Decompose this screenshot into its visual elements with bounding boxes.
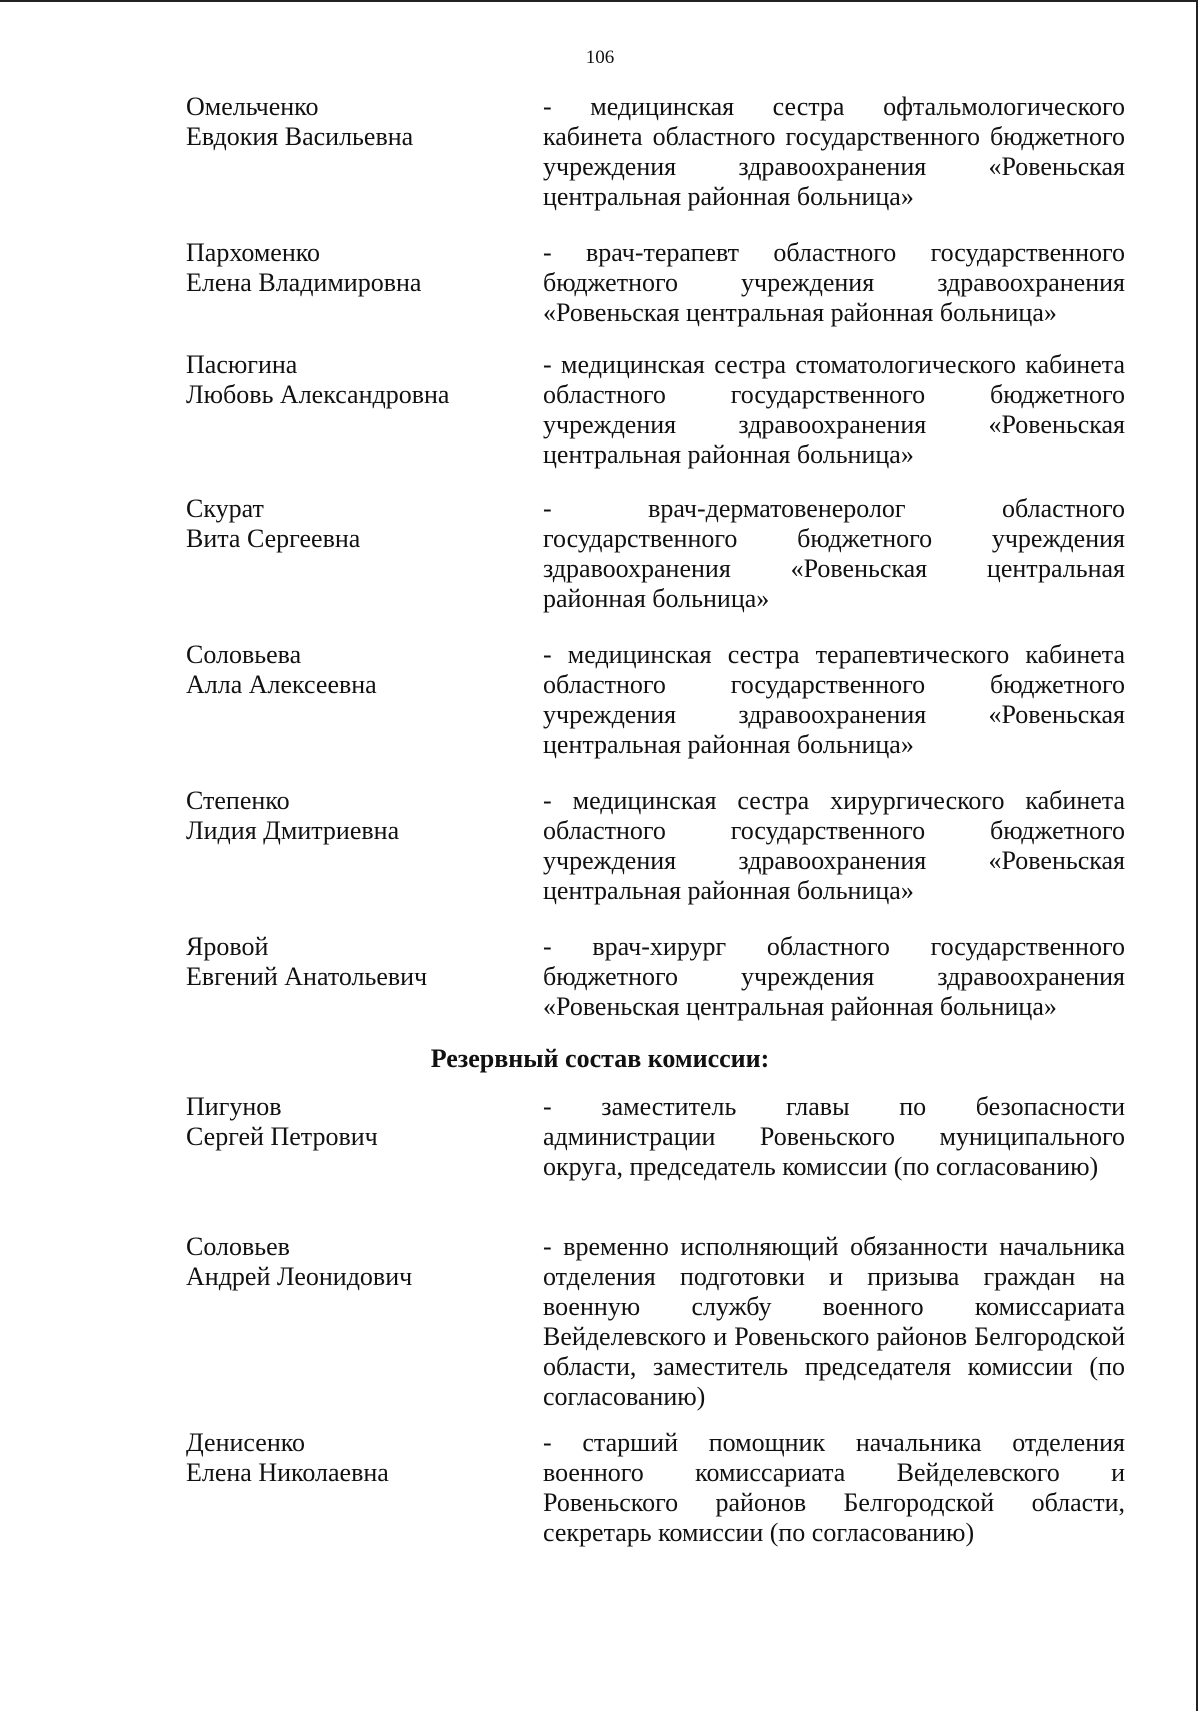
reserve-section-title: Резервный состав комиссии: [430,1044,770,1073]
member-surname: Омельченко [186,92,319,121]
member-name [186,640,516,700]
member-role: - врач-хирург областного государственного бюджетного учреждения здравоохранения «Ровеньская центральная районная больница» [543,932,1125,1021]
member-given-names: Евдокия Васильевна [186,122,414,151]
member-role: - старший помощник начальника отделения военного комиссариата Вейделевского и Ровеньского районов Белгородской области, секретарь комиссии (по согласованию) [543,1428,1125,1547]
member-name [186,350,516,410]
member-given-names: Андрей Леонидович [186,1262,413,1291]
member-surname: Денисенко [186,1428,306,1457]
member-given-names: Сергей Петрович [186,1122,378,1151]
member-role: - временно исполняющий обязанности начальника отделения подготовки и призыва граждан на военную службу военного комиссариата Вейделевского и Ровеньского районов Белгородской области, заместитель председателя комиссии (по согласованию) [543,1232,1125,1411]
member-name [186,1428,516,1488]
member-name [186,932,516,992]
member-given-names: Любовь Александровна [186,380,450,409]
member-given-names: Елена Владимировна [186,268,422,297]
member-surname: Яровой [186,932,269,961]
member-surname: Пархоменко [186,238,321,267]
member-surname: Пасюгина [186,350,298,379]
member-name [186,786,516,846]
member-name [186,1232,516,1292]
member-given-names: Евгений Анатольевич [186,962,428,991]
member-given-names: Елена Николаевна [186,1458,389,1487]
member-given-names: Лидия Дмитриевна [186,816,400,845]
member-role: - медицинская сестра офтальмологического кабинета областного государственного бюджетного учреждения здравоохранения «Ровеньская центральная районная больница» [543,92,1125,211]
member-role: - медицинская сестра стоматологического кабинета областного государственного бюджетного учреждения здравоохранения «Ровеньская центральная районная больница» [543,350,1125,469]
member-given-names: Вита Сергеевна [186,524,361,553]
member-role: - заместитель главы по безопасности администрации Ровеньского муниципального округа, председатель комиссии (по согласованию) [543,1092,1125,1181]
member-role: - медицинская сестра терапевтического кабинета областного государственного бюджетного учреждения здравоохранения «Ровеньская центральная районная больница» [543,640,1125,759]
member-surname: Соловьева [186,640,302,669]
page-number: 106 [585,47,615,68]
member-name [186,494,516,554]
member-surname: Скурат [186,494,264,523]
member-name [186,238,516,298]
member-surname: Пигунов [186,1092,282,1121]
member-role: - врач-терапевт областного государственного бюджетного учреждения здравоохранения «Ровеньская центральная районная больница» [543,238,1125,327]
member-name [186,92,516,152]
member-surname: Степенко [186,786,290,815]
member-role: - медицинская сестра хирургического кабинета областного государственного бюджетного учреждения здравоохранения «Ровеньская центральная районная больница» [543,786,1125,905]
member-role: - врач-дерматовенеролог областного государственного бюджетного учреждения здравоохранения «Ровеньская центральная районная больница» [543,494,1125,613]
member-name [186,1092,516,1152]
member-surname: Соловьев [186,1232,290,1261]
member-given-names: Алла Алексеевна [186,670,377,699]
